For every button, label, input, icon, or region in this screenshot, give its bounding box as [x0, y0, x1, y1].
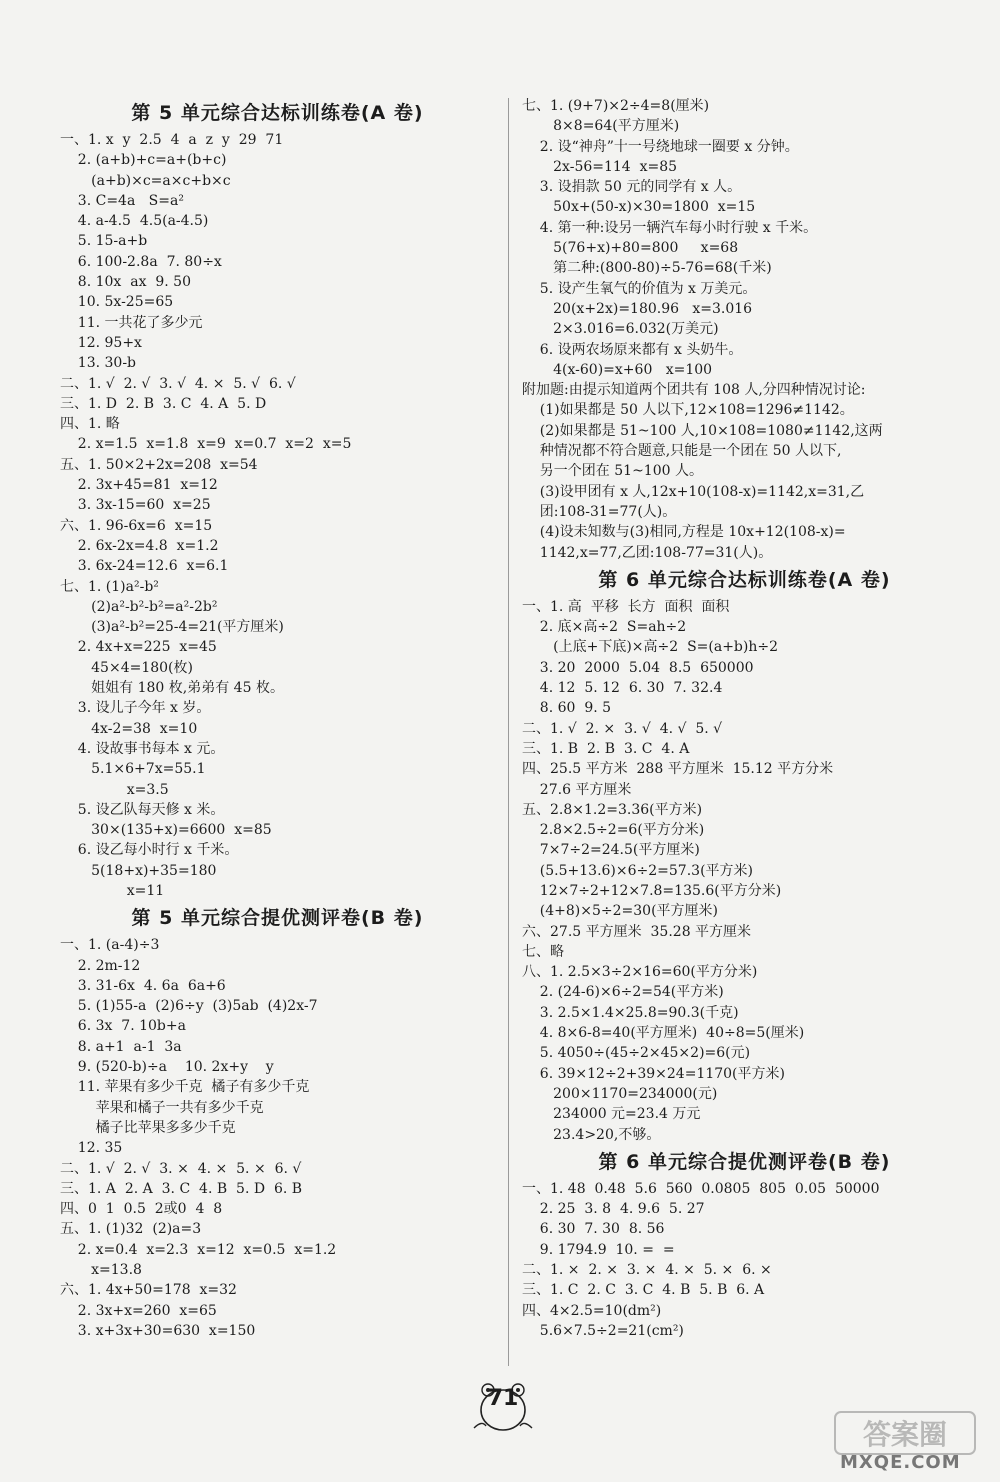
answer-line: 2×3.016=6.032(万美元) — [522, 321, 719, 338]
watermark-logo-text: 答案圈 — [862, 1418, 948, 1451]
answer-line: 橘子比苹果多多少千克 — [60, 1119, 236, 1136]
answer-line: 8. 10x ax 9. 50 — [60, 274, 191, 291]
answer-line: 11. 苹果有多少千克 橘子有多少千克 — [60, 1079, 310, 1096]
answer-line: 3. x+3x+30=630 x=150 — [60, 1322, 256, 1339]
answer-line: 五、1. (1)32 (2)a=3 — [60, 1221, 202, 1238]
answer-line: 七、1. (9+7)×2÷4=8(厘米) — [522, 98, 710, 114]
answer-line: 5. 设乙队每天修 x 米。 — [60, 801, 225, 818]
answer-line: 50x+(50-x)×30=1800 x=15 — [522, 199, 756, 216]
answer-line: 七、略 — [522, 943, 564, 960]
answer-line: 8×8=64(平方厘米) — [522, 118, 680, 135]
answer-line: 6. 30 7. 30 8. 56 — [522, 1221, 665, 1238]
answer-line: 9. 1794.9 10. = = — [522, 1241, 675, 1258]
section-title: 第 5 单元综合达标训练卷(A 卷) — [131, 102, 424, 124]
answer-line: 一、1. 48 0.48 5.6 560 0.0805 805 0.05 50000 — [522, 1180, 880, 1197]
answer-line: 5.6×7.5÷2=21(cm²) — [522, 1322, 684, 1339]
column-divider — [508, 98, 509, 1366]
answer-line: 2. 25 3. 8 4. 9.6 5. 27 — [522, 1201, 705, 1218]
answer-line: 3. 31-6x 4. 6a 6a+6 — [60, 977, 226, 994]
answer-line: 23.4>20,不够。 — [522, 1126, 661, 1143]
page-number: 71 — [487, 1386, 519, 1411]
answer-line: 一、1. x y 2.5 4 a z y 29 71 — [60, 132, 284, 148]
answer-line: 八、1. 2.5×3÷2×16=60(平方分米) — [522, 964, 758, 981]
answer-line: 234000 元=23.4 万元 — [522, 1106, 701, 1123]
answer-line: 9. (520-b)÷a 10. 2x+y y — [60, 1059, 274, 1076]
answer-line: 200×1170=234000(元) — [522, 1085, 718, 1102]
answer-line: 4x-2=38 x=10 — [60, 720, 198, 737]
answer-line: 6. 39×12÷2+39×24=1170(平方米) — [522, 1065, 785, 1082]
answer-line: 五、2.8×1.2=3.36(平方米) — [522, 801, 703, 818]
answer-line: 30×(135+x)=6600 x=85 — [60, 822, 272, 839]
answer-line: 附加题:由提示知道两个团共有 108 人,分四种情况讨论: — [522, 382, 866, 399]
answer-line: (上底+下底)×高÷2 S=(a+b)h÷2 — [522, 639, 779, 656]
answer-line: 2. x=1.5 x=1.8 x=9 x=0.7 x=2 x=5 — [60, 436, 352, 453]
answer-line: 2. 6x-2x=4.8 x=1.2 — [60, 537, 219, 554]
answer-line: 三、1. A 2. A 3. C 4. B 5. D 6. B — [60, 1180, 303, 1197]
answer-line: 四、0 1 0.5 2或0 4 8 — [60, 1201, 223, 1218]
answer-line: 12×7÷2+12×7.8=135.6(平方分米) — [522, 882, 782, 899]
answer-line: 5. 设产生氧气的价值为 x 万美元。 — [522, 280, 757, 297]
answer-line: 2. x=0.4 x=2.3 x=12 x=0.5 x=1.2 — [60, 1241, 337, 1258]
answer-line: 6. 3x 7. 10b+a — [60, 1018, 186, 1035]
answer-line: 10. 5x-25=65 — [60, 294, 174, 311]
answer-line: 45×4=180(枚) — [60, 659, 193, 676]
answer-line: 3. 20 2000 5.04 8.5 650000 — [522, 659, 754, 676]
answer-line: 2x-56=114 x=85 — [522, 158, 678, 175]
answer-line: (2)如果都是 51~100 人,10×108=1080≠1142,这两 — [522, 422, 883, 439]
answer-line: 4. a-4.5 4.5(a-4.5) — [60, 213, 209, 230]
answer-line: 2. 3x+x=260 x=65 — [60, 1302, 217, 1319]
answer-line: 二、1. √ 2. √ 3. × 4. × 5. × 6. √ — [60, 1160, 302, 1177]
answer-line: x=13.8 — [60, 1262, 142, 1279]
answer-line: 27.6 平方厘米 — [522, 781, 632, 798]
answer-line: (4)设未知数与(3)相同,方程是 10x+12(108-x)= — [522, 524, 846, 541]
answer-line: 4(x-60)=x+60 x=100 — [522, 361, 713, 378]
answer-line: 二、1. × 2. × 3. × 4. × 5. × 6. × — [522, 1262, 772, 1279]
answer-line: 五、1. 50×2+2x=208 x=54 — [60, 456, 258, 473]
answer-line: 4. 12 5. 12 6. 30 7. 32.4 — [522, 680, 723, 697]
answer-line: 1142,x=77,乙团:108-77=31(人)。 — [522, 544, 773, 561]
answer-line: 四、1. 略 — [60, 416, 120, 433]
answer-line: (a+b)×c=a×c+b×c — [60, 172, 231, 189]
answer-line: 2.8×2.5÷2=6(平方分米) — [522, 822, 705, 839]
answer-line: 11. 一共花了多少元 — [60, 314, 203, 331]
answer-line: 5.1×6+7x=55.1 — [60, 761, 206, 778]
answer-line: (1)如果都是 50 人以下,12×108=1296≠1142。 — [522, 402, 854, 419]
answer-line: 姐姐有 180 枚,弟弟有 45 枚。 — [60, 680, 284, 697]
answer-line: 3. 设儿子今年 x 岁。 — [60, 700, 211, 717]
answer-line: (5.5+13.6)×6÷2=57.3(平方米) — [522, 862, 753, 879]
answer-line: 2. 3x+45=81 x=12 — [60, 477, 218, 494]
answer-line: 二、1. √ 2. × 3. √ 4. √ 5. √ — [522, 720, 723, 737]
answer-line: 三、1. B 2. B 3. C 4. A — [522, 740, 690, 757]
answer-line: 8. 60 9. 5 — [522, 700, 612, 717]
answer-line: 七、1. (1)a²-b² — [60, 578, 159, 595]
answer-line: 六、1. 96-6x=6 x=15 — [60, 517, 213, 534]
answer-line: 一、1. (a-4)÷3 — [60, 937, 160, 954]
answer-line: 6. 设乙每小时行 x 千米。 — [60, 842, 239, 859]
answer-line: 三、1. C 2. C 3. C 4. B 5. B 6. A — [522, 1282, 765, 1299]
answer-line: 13. 30-b — [60, 355, 137, 372]
answer-line: 六、1. 4x+50=178 x=32 — [60, 1282, 237, 1299]
answer-line: 三、1. D 2. B 3. C 4. A 5. D — [60, 395, 267, 412]
answer-line: 8. a+1 a-1 3a — [60, 1038, 182, 1055]
answer-line: 2. 4x+x=225 x=45 — [60, 639, 217, 656]
answer-line: 3. 2.5×1.4×25.8=90.3(千克) — [522, 1004, 739, 1021]
answer-line: 6. 设两农场原来都有 x 头奶牛。 — [522, 341, 743, 358]
answer-line: 5. 4050÷(45÷2×45×2)=6(元) — [522, 1045, 751, 1062]
section-title: 第 6 单元综合提优测评卷(B 卷) — [598, 1150, 891, 1173]
answer-line: 四、4×2.5=10(dm²) — [522, 1302, 662, 1319]
section-title: 第 6 单元综合达标训练卷(A 卷) — [598, 568, 891, 591]
answer-line: 6. 100-2.8a 7. 80÷x — [60, 253, 222, 270]
answer-line: 12. 95+x — [60, 334, 142, 351]
answer-line: (2)a²-b²-b²=a²-2b² — [60, 598, 218, 615]
answer-line: 5(76+x)+80=800 x=68 — [522, 240, 739, 257]
answer-line: 7×7÷2=24.5(平方厘米) — [522, 842, 700, 859]
answer-line: 2. 2m-12 — [60, 957, 141, 974]
answer-line: 种情况都不符合题意,只能是一个团在 50 人以下, — [522, 443, 842, 460]
answer-line: 4. 设故事书每本 x 元。 — [60, 740, 225, 757]
answer-line: 5. 15-a+b — [60, 233, 148, 250]
answer-line: (3)a²-b²=25-4=21(平方厘米) — [60, 619, 284, 636]
answer-line: 20(x+2x)=180.96 x=3.016 — [522, 300, 753, 317]
answer-line: 3. 6x-24=12.6 x=6.1 — [60, 558, 229, 575]
answer-line: 2. 底×高÷2 S=ah÷2 — [522, 619, 687, 636]
answer-line: 3. C=4a S=a² — [60, 192, 184, 209]
answer-line: 5. (1)55-a (2)6÷y (3)5ab (4)2x-7 — [60, 998, 318, 1015]
answer-line: 12. 35 — [60, 1140, 123, 1157]
section-title: 第 5 单元综合提优测评卷(B 卷) — [131, 907, 424, 930]
answer-line: 2. (a+b)+c=a+(b+c) — [60, 152, 227, 169]
answer-line: 2. (24-6)×6÷2=54(平方米) — [522, 984, 724, 1001]
answer-line: x=11 — [60, 882, 165, 899]
answer-line: 4. 第一种:设另一辆汽车每小时行驶 x 千米。 — [522, 219, 818, 236]
left-column — [60, 96, 495, 1341]
answer-line: 团:108-31=77(人)。 — [522, 503, 677, 520]
answer-line: 四、25.5 平方米 288 平方厘米 15.12 平方分米 — [522, 761, 834, 778]
answer-line: 苹果和橘子一共有多少千克 — [60, 1099, 264, 1116]
right-column — [522, 96, 967, 1341]
answer-line: 3. 设捐款 50 元的同学有 x 人。 — [522, 179, 742, 196]
answer-line: (3)设甲团有 x 人,12x+10(108-x)=1142,x=31,乙 — [522, 483, 865, 500]
answer-line: (4+8)×5÷2=30(平方厘米) — [522, 903, 719, 920]
watermark-url: MXQE.COM — [840, 1452, 961, 1473]
answer-line: 第二种:(800-80)÷5-76=68(千米) — [522, 260, 772, 277]
answer-line: 六、27.5 平方厘米 35.28 平方厘米 — [522, 923, 752, 940]
answer-line: 5(18+x)+35=180 — [60, 862, 217, 879]
answer-line: 4. 8×6-8=40(平方厘米) 40÷8=5(厘米) — [522, 1025, 805, 1042]
answer-line: 2. 设“神舟”十一号绕地球一圈要 x 分钟。 — [522, 138, 799, 155]
answer-line: x=3.5 — [60, 781, 169, 798]
answer-line: 一、1. 高 平移 长方 面积 面积 — [522, 598, 730, 615]
answer-line: 二、1. √ 2. √ 3. √ 4. × 5. √ 6. √ — [60, 375, 296, 392]
answer-line: 3. 3x-15=60 x=25 — [60, 497, 211, 514]
answer-line: 另一个团在 51~100 人。 — [522, 463, 703, 480]
